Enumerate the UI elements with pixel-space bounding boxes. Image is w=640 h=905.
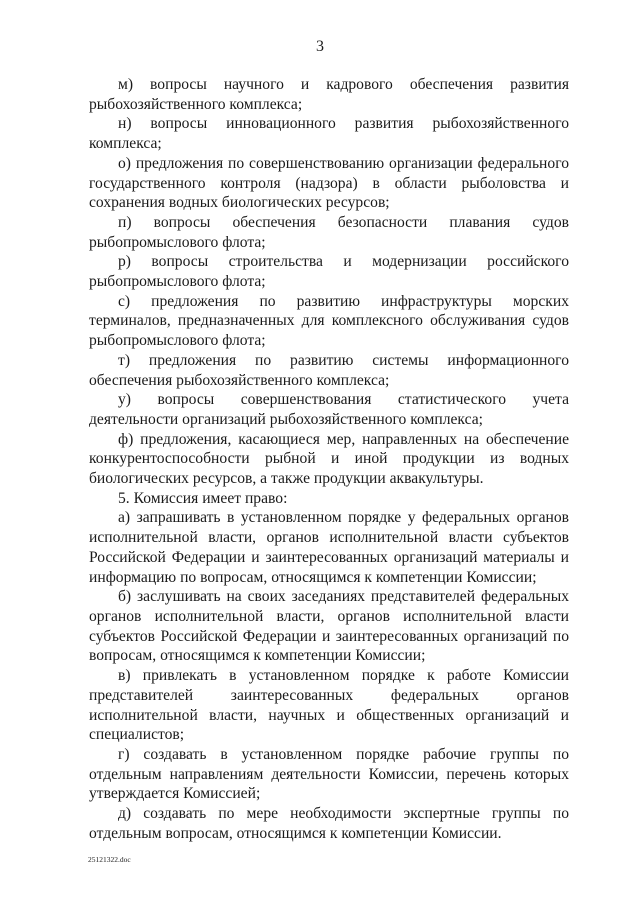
document-body [89,75,569,843]
paragraph-n: н) вопросы инновационного развития рыбохозяйственного комплекса; [89,115,569,153]
paragraph-a: а) запрашивать в установленном порядке у федеральных органов исполнительной власти, органов исполнительной власти субъектов Российской Федерации и заинтересованных организаций материалы и информацию по вопросам, относящимся к компетенции Комиссии; [89,509,569,586]
page-number: 3 [316,38,324,55]
paragraph-g: г) создавать в установленном порядке рабочие группы по отдельным направлениям деятельности Комиссии, перечень которых утверждается Комиссией; [89,745,569,803]
paragraph-t: т) предложения по развитию системы информационного обеспечения рыбохозяйственного комплекса; [89,351,569,389]
paragraph-o: о) предложения по совершенствованию организации федерального государственного контроля (надзора) в области рыболовства и сохранения водных биологических ресурсов; [89,154,569,212]
paragraph-m: м) вопросы научного и кадрового обеспечения развития рыбохозяйственного комплекса; [89,76,569,113]
footer-document-code: 25121322.doc [88,855,131,864]
paragraph-r: р) вопросы строительства и модернизации российского рыбопромыслового флота; [89,253,569,291]
paragraph-d: д) создавать по мере необходимости экспертные группы по отдельным вопросам, относящимся к компетенции Комиссии. [89,805,569,842]
paragraph-v: в) привлекать в установленном порядке к работе Комиссии представителей заинтересованных федеральных органов исполнительной власти, научных и общественных организаций и специалистов; [89,667,569,744]
paragraph-p: п) вопросы обеспечения безопасности плавания судов рыбопромыслового флота; [89,213,569,251]
paragraph-u: у) вопросы совершенствования статистического учета деятельности организаций рыбохозяйственного комплекса; [89,391,569,428]
paragraph-b: б) заслушивать на своих заседаниях представителей федеральных органов исполнительной власти, органов исполнительной власти субъектов Российской Федерации и заинтересованных организаций по вопросам, относящимся к компетенции Комиссии; [89,588,569,665]
paragraph-f: ф) предложения, касающиеся мер, направленных на обеспечение конкурентоспособности рыбной и иной продукции из водных биологических ресурсов, а также продукции аквакультуры. [89,430,569,488]
section-5-heading: 5. Комиссия имеет право: [118,489,288,507]
paragraph-s: с) предложения по развитию инфраструктуры морских терминалов, предназначенных для комплексного обслуживания судов рыбопромыслового флота; [89,292,569,350]
